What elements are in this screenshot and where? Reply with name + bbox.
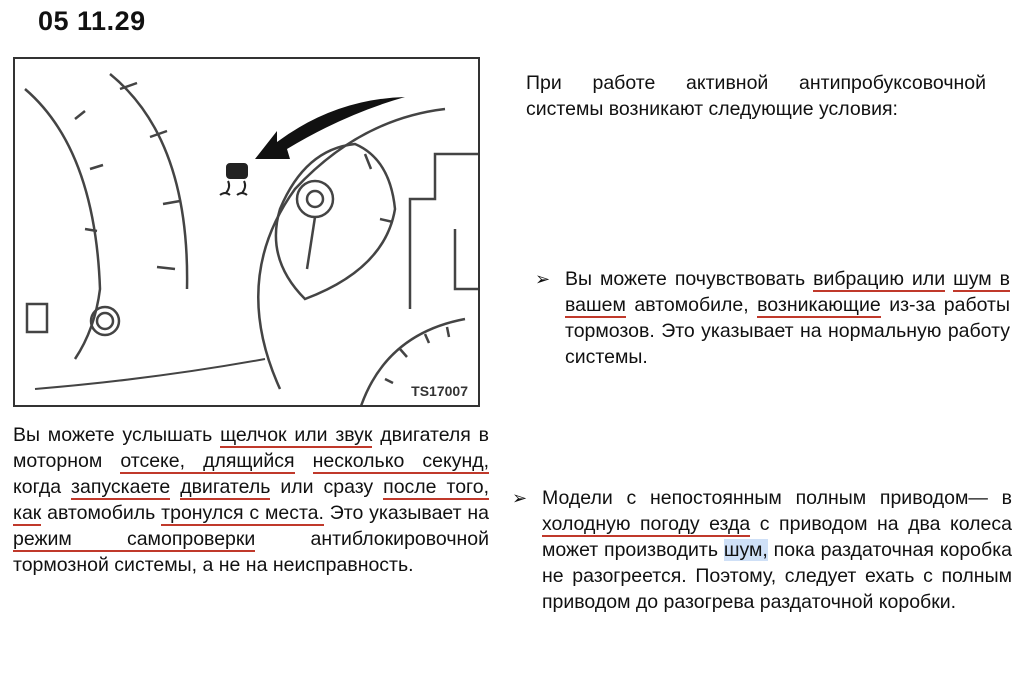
cluster-illustration — [15, 59, 480, 407]
text-span: когда — [13, 476, 72, 498]
instrument-cluster-figure — [13, 57, 480, 407]
text-span: антиблокировочной тормозной системы, а не на неисправность. — [13, 528, 489, 576]
underlined-phrase: после того, как — [13, 476, 489, 524]
underlined-phrase: шум в вашем — [565, 268, 1010, 316]
left-paragraph — [13, 422, 489, 578]
text-span: автомобиль — [41, 502, 162, 524]
underlined-phrase: возникающие — [757, 294, 881, 316]
underlined-phrase: запускаете — [71, 476, 171, 498]
figure-code: TS17007 — [411, 383, 468, 399]
underlined-phrase: вибрацию или — [813, 268, 946, 290]
underlined-phrase: двигатель — [180, 476, 271, 498]
bullet-4wd-models — [512, 485, 1012, 615]
text-span: из-за работы тормозов. Это указывает на нормальную работу системы. — [565, 294, 1010, 368]
intro-text: При работе активной антипробуксовочной системы возникают следующие условия: — [526, 72, 986, 120]
left-gauge-inner-arc — [110, 74, 187, 289]
underlined-phrase: отсеке, длящийся — [120, 450, 295, 472]
skid-warning-icon — [220, 164, 247, 195]
left-gauge-outer-arc — [25, 89, 100, 359]
text-span: с приводом на два колеса может производить — [542, 513, 1012, 561]
highlighted-word: шум, — [723, 539, 768, 561]
text-span — [945, 268, 953, 290]
text-span: или сразу — [270, 476, 384, 498]
underlined-phrase: несколько секунд, — [312, 450, 490, 472]
text-span — [295, 450, 313, 472]
text-span: Модели с непостоянным полным приводом— в — [542, 487, 1012, 509]
bullet-arrow-icon: ➢ — [535, 269, 551, 289]
text-span: пока раздаточная коробка не разогреется. Поэтому, следует ехать с полным приводом до разогрева раздаточной коробки. — [542, 539, 1012, 613]
bullet-arrow-icon: ➢ — [512, 488, 528, 508]
underlined-phrase: режим самопроверки — [13, 528, 256, 550]
underlined-phrase: холодную погоду езда — [542, 513, 751, 535]
bullet-vibration — [535, 266, 1010, 370]
underlined-phrase: тронулся с места. — [161, 502, 324, 524]
text-span — [170, 476, 180, 498]
text-span: Вы можете почувствовать — [565, 268, 814, 290]
text-span: двигателя в моторном — [13, 424, 489, 472]
page-number: 05 11.29 — [38, 6, 146, 36]
underlined-phrase: щелчок или звук — [220, 424, 373, 446]
text-span: Вы можете услышать — [13, 424, 221, 446]
text-span: автомобиле, — [625, 294, 758, 316]
text-span: Это указывает на — [323, 502, 489, 524]
